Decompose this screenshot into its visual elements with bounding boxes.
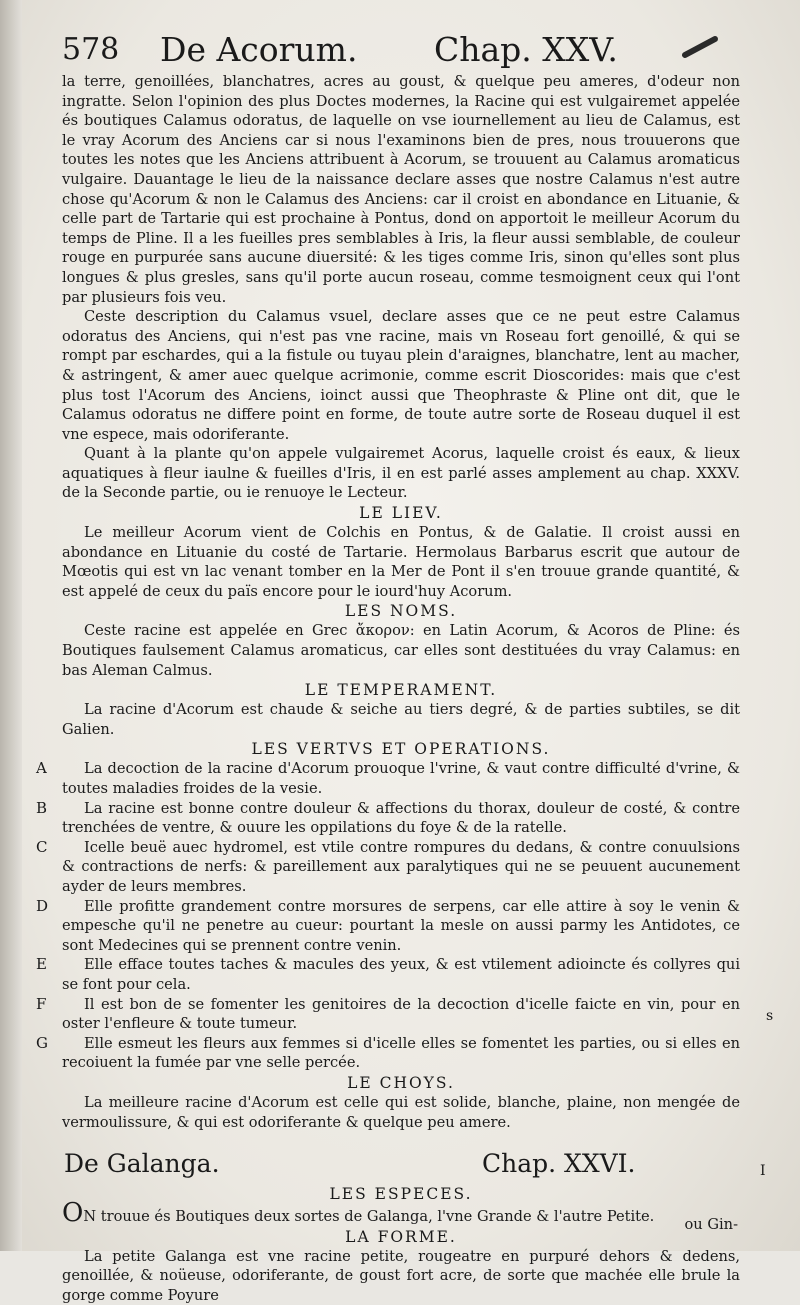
drop-initial: O <box>62 1198 84 1229</box>
vertu-item-c <box>36 837 740 897</box>
margin-letter: E <box>36 955 47 974</box>
paragraph-3: Quant à la plante qu'on appele vulgairemet Acorus, laquelle croist és eaux, & lieux aquatiques à fleur iaulne & fueilles d'Iris, il en est parlé asses amplement au chap. XXXV. de la Seconde partie, ou ie renuoye le Lecteur. <box>62 445 740 502</box>
chapter-2-title: De Galanga. <box>64 1149 220 1179</box>
vertu-item-e <box>36 955 740 994</box>
heading-lieu: LE LIEV. <box>359 504 443 523</box>
ink-mark <box>681 35 719 59</box>
vertu-text: Elle efface toutes taches & macules des yeux, & est vtilement adioincte és collyres qui se font pour cela. <box>62 956 740 993</box>
section-noms-text: Ceste racine est appelée en Grec ἄκορον: en Latin Acorum, & Acoros de Pline: és Boutiques faulsement Calamus aromaticus, car elles sont destituées du vray Calamus: en bas Aleman Calmus. <box>62 622 740 679</box>
page-body <box>36 72 740 1305</box>
heading-noms: LES NOMS. <box>344 602 458 621</box>
vertu-text: Icelle beuë auec hydromel, est vtile contre rompures du dedans, & contre conuulsions & contractions de nerfs: & pareillement aux paralytiques qui ne se peuuent aucunement ayder de leurs membres. <box>62 838 740 895</box>
section-lieu-text: Le meilleur Acorum vient de Colchis en Pontus, & de Galatie. Il croist aussi en abondance en Lituanie du costé de Tartarie. Hermolaus Barbarus escrit que autour de Mœotis qui est vn lac venant tomber en la Mer de Pont il s'en trouue grande quantité, & est appelé de ceux du païs encore pour le iourd'huy Acorum. <box>62 524 740 600</box>
vertu-text: Elle profitte grandement contre morsures de serpens, car elle attire à soy le venin & empesche qu'il ne penetre au cueur: pourtant la mesle on aussi parmy les Antidotes, ce sont Medecines qui se prennent contre venin. <box>62 897 740 954</box>
margin-letter: G <box>36 1033 48 1052</box>
margin-mark-s: s <box>766 1008 774 1024</box>
especes-paragraph <box>62 1198 740 1229</box>
margin-letter: B <box>36 798 48 817</box>
vertu-text: La racine est bonne contre douleur & affections du thorax, douleur de costé, & contre trenchées de ventre, & ouure les oppilations du foye & de la ratelle. <box>62 799 740 837</box>
chapter-2-header <box>62 1150 740 1184</box>
vertu-item-d <box>36 896 740 956</box>
heading-temperament: LE TEMPERAMENT. <box>304 681 498 700</box>
margin-letter: C <box>36 837 48 856</box>
chapter-2-number: Chap. XXVI. <box>482 1149 636 1179</box>
vertu-item-g <box>36 1033 740 1073</box>
heading-forme: LA FORME. <box>345 1227 457 1246</box>
page-header <box>62 30 738 70</box>
binding-shadow <box>0 0 22 1251</box>
catchword: ou Gin- <box>684 1216 738 1233</box>
page-number: 578 <box>62 32 120 67</box>
heading-especes: LES ESPECES. <box>329 1185 473 1204</box>
paragraph-2: Ceste description du Calamus vsuel, declare asses que ce ne peut estre Calamus odoratus des Anciens, qui n'est pas vne racine, mais vn Roseau fort genoillé, & qui se rompt par eschardes, qui a la fistule ou tuyau plein d'araignes, blanchatre, lent au macher, & astringent, & amer auec quelque acrimonie, comme escrit Dioscorides: mais que c'est plus tost l'Acorum des Anciens, ioinct aussi que Theophraste & Pline ont dit, que le Calamus odoratus ne differe point en forme, de toute autre sorte de Roseau duquel il est vne espece, mais odoriferante. <box>62 308 740 443</box>
vertu-item-b <box>36 798 740 838</box>
chapter-number: Chap. XXV. <box>434 30 618 69</box>
section-choys-text: La meilleure racine d'Acorum est celle qui est solide, blanche, plaine, non mengée de vermoulissure, & qui est odoriferante & quelque peu amere. <box>62 1093 740 1131</box>
margin-mark-i: I <box>760 1163 766 1179</box>
chapter-title: De Acorum. <box>160 30 358 69</box>
section-temperament-text: La racine d'Acorum est chaude & seiche au tiers degré, & de parties subtiles, se dit Galien. <box>62 701 740 738</box>
margin-letter: A <box>36 759 47 778</box>
vertu-item-a <box>36 759 740 798</box>
heading-choys: LE CHOYS. <box>347 1073 455 1092</box>
vertu-item-f <box>36 994 740 1034</box>
margin-letter: D <box>36 896 49 915</box>
vertu-text: La decoction de la racine d'Acorum prouoque l'vrine, & vaut contre difficulté d'vrine, & toutes maladies froides de la vesie. <box>62 760 740 797</box>
vertu-text: Il est bon de se fomenter les genitoires de la decoction d'icelle faicte en vin, pour en oster l'enfleure & toute tumeur. <box>62 995 740 1033</box>
heading-vertus: LES VERTVS ET OPERATIONS. <box>251 740 551 759</box>
vertu-text: Elle esmeut les fleurs aux femmes si d'icelle elles se fomentet les parties, ou si elles en recoiuent la fumée par vne selle percée. <box>62 1034 740 1072</box>
paragraph-1: la terre, genoillées, blanchatres, acres au goust, & quelque peu ameres, d'odeur non ingratte. Selon l'opinion des plus Doctes modernes, la Racine qui est vulgairemet appelée és boutiques Calamus odoratus, de laquelle on vse iournellement au lieu de Calamus, est le vray Acorum des Anciens car si nous l'examinons bien de pres, nous trouuerons que toutes les notes que les Anciens attribuent à Acorum, se trouuent au Calamus aromaticus vulgaire. Dauantage le lieu de la naissance declare asses que nostre Calamus n'est autre chose qu'Acorum & non le Calamus des Anciens: car il croist en abondance en Lituanie, & celle part de Tartarie qui est prochaine à Pontus, dond on apportoit le meilleur Acorum du temps de Pline. Il a les fueilles pres semblables à Iris, la fleur aussi semblable, de couleur rouge en purpurée sans aucune diuersité: & les tiges comme Iris, sinon qu'elles sont plus longues & plus gresles, sans qu'il porte aucun roseau, comme tesmoignent ceux qui l'ont par plusieurs fois veu. <box>62 73 740 306</box>
margin-letter: F <box>36 994 47 1013</box>
especes-text: N trouue és Boutiques deux sortes de Galanga, l'vne Grande & l'autre Petite. <box>83 1208 655 1226</box>
forme-text: La petite Galanga est vne racine petite, rougeatre en purpuré dehors & dedens, genoillée, & noüeuse, odoriferante, de goust fort acre, de sorte que machée elle brule la gorge comme Poyure <box>62 1247 740 1304</box>
